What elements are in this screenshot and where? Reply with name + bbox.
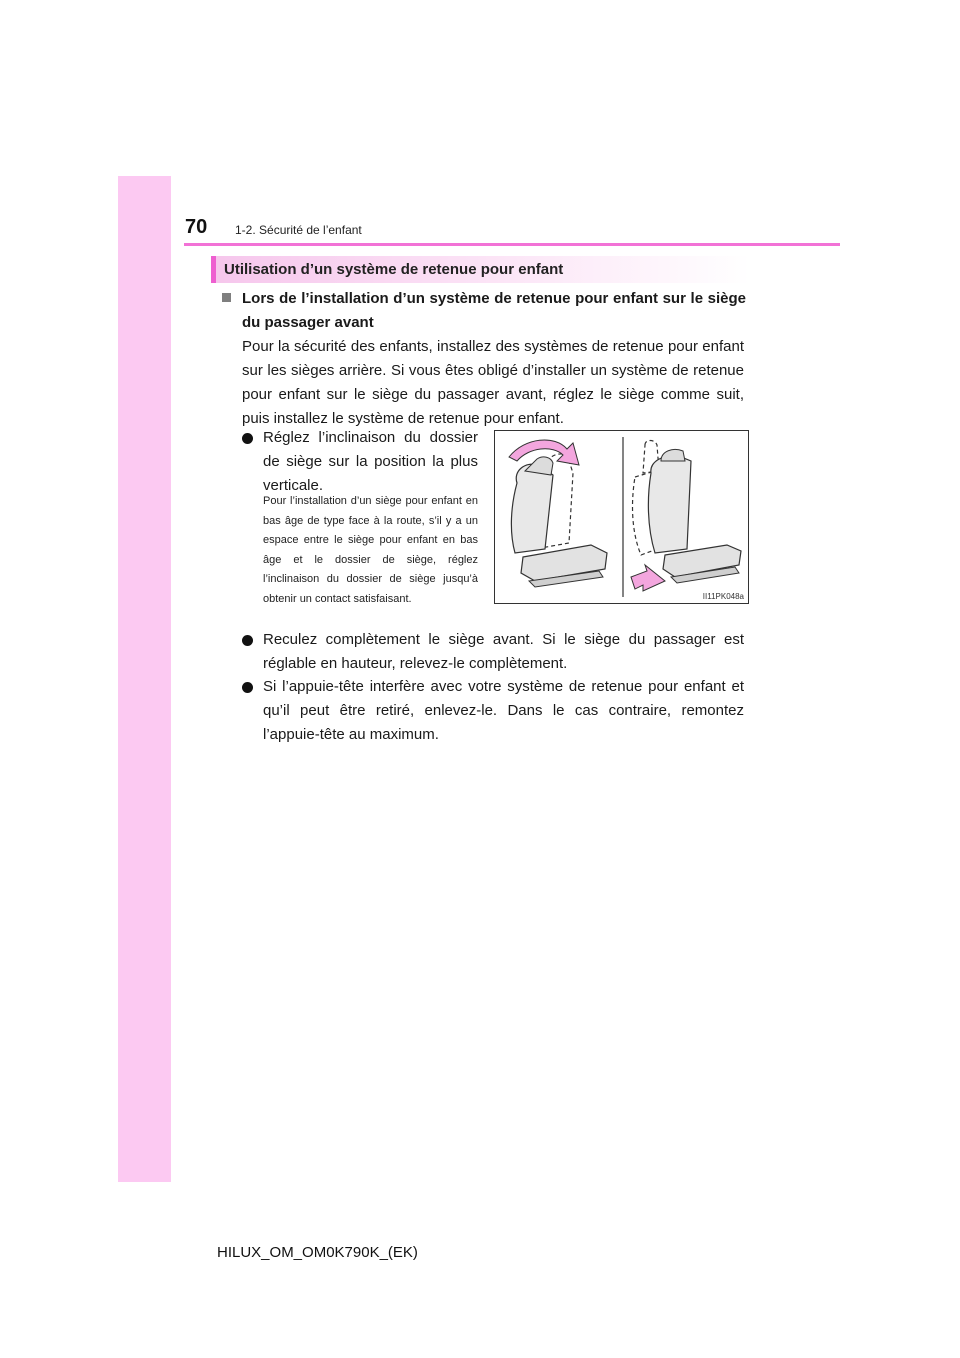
bullet-item-headrest <box>242 675 744 747</box>
intro-paragraph: Pour la sécurité des enfants, installez des systèmes de retenue pour enfant sur les sièges arrière. Si vous êtes obligé d’installer un système de retenue pour enfant sur le siège du passager avant, réglez le siège comme suit, puis installez le système de retenue pour enfant. <box>242 338 744 427</box>
square-bullet-icon <box>222 293 231 302</box>
seat-adjustment-icon <box>495 431 748 603</box>
subsection-title <box>222 287 746 335</box>
bullet-item-recline <box>242 426 478 498</box>
section-heading: Utilisation d’un système de retenue pour enfant <box>224 261 564 278</box>
bullet-dot-icon <box>242 635 253 646</box>
bullet-note: Pour l’installation d’un siège pour enfant en bas âge de type face à la route, s’il y a un espace entre le siège pour enfant en bas âge et le dossier de siège, réglez l’inclinaison du dossier de siège jusqu’à obtenir un contact satisfaisant. <box>263 495 478 605</box>
seat-illustration <box>494 430 749 604</box>
side-tab <box>118 176 171 1182</box>
bullet-item-slide <box>242 628 744 676</box>
bullet-text: Reculez complètement le siège avant. Si le siège du passager est réglable en hauteur, relevez-le complètement. <box>263 631 744 672</box>
bullet-dot-icon <box>242 433 253 444</box>
heading-marker <box>211 256 216 283</box>
subsection-title-text: Lors de l’installation d’un système de retenue pour enfant sur le siège du passager avant <box>242 290 746 331</box>
bullet-dot-icon <box>242 682 253 693</box>
bullet-text: Réglez l’inclinaison du dossier de siège sur la position la plus verticale. <box>263 429 478 494</box>
document-id: HILUX_OM_OM0K790K_(EK) <box>217 1244 418 1261</box>
figure-code: II11PK048a <box>702 592 744 601</box>
section-breadcrumb: 1-2. Sécurité de l’enfant <box>235 223 362 237</box>
page-number: 70 <box>185 216 208 238</box>
section-heading-bar <box>211 256 750 283</box>
header-rule <box>184 243 840 246</box>
bullet-text: Si l’appuie-tête interfère avec votre système de retenue pour enfant et qu’il peut être retiré, enlevez-le. Dans le cas contraire, remontez l’appuie-tête au maximum. <box>263 678 744 743</box>
